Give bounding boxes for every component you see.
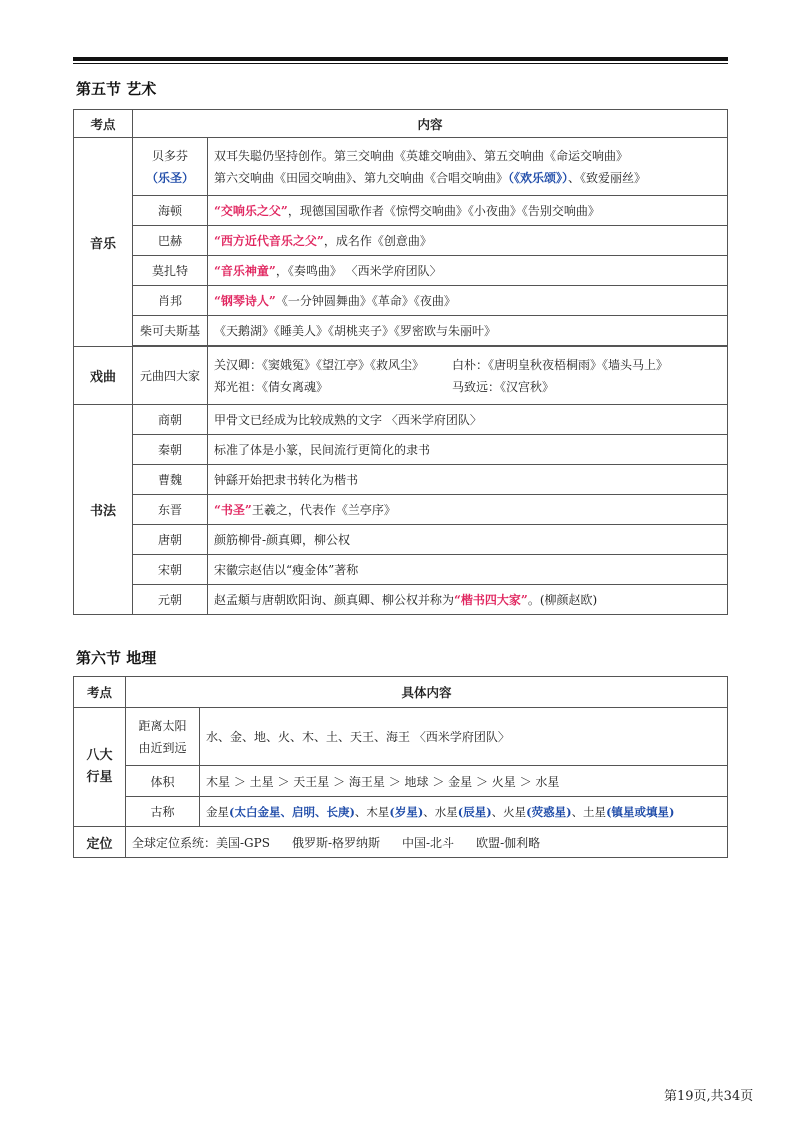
category-calligraphy: 书法 <box>74 405 133 615</box>
row-shang-name: 商朝 <box>133 405 208 435</box>
row-haydn-name: 海顿 <box>133 196 208 226</box>
row-distance-name: 距离太阳 由近到远 <box>126 708 200 766</box>
row-tchaikovsky-name: 柴可夫斯基 <box>133 316 208 346</box>
row-yuan-name: 元朝 <box>133 585 208 615</box>
row-song-name: 宋朝 <box>133 555 208 585</box>
row-oldname-name: 古称 <box>126 797 200 827</box>
row-chopin-content: “钢琴诗人”《一分钟圆舞曲》《革命》《夜曲》 <box>208 286 728 316</box>
row-yuan-content: 赵孟頫与唐朝欧阳询、颜真卿、柳公权并称为“楷书四大家”。(柳颜赵欧) <box>208 585 728 615</box>
row-mozart-content: “音乐神童”，《奏鸣曲》 〈西米学府团队〉 <box>208 256 728 286</box>
row-distance-content: 水、金、地、火、木、土、天王、海王 〈西米学府团队〉 <box>200 708 728 766</box>
header-content: 内容 <box>133 110 728 138</box>
row-shang-content: 甲骨文已经成为比较成熟的文字 〈西米学府团队〉 <box>208 405 728 435</box>
page-number: 第19页,共34页 <box>664 1089 754 1104</box>
geo-table <box>73 676 728 858</box>
art-table <box>73 109 728 615</box>
geo-header-point: 考点 <box>74 677 126 708</box>
row-yuanqu-name: 元曲四大家 <box>133 347 208 405</box>
header-rule-thin <box>73 63 728 64</box>
row-caowei-name: 曹魏 <box>133 465 208 495</box>
row-beethoven-name: 贝多芬 （乐圣） <box>133 138 208 196</box>
category-music: 音乐 <box>74 138 133 347</box>
category-drama: 戏曲 <box>74 347 133 405</box>
row-tang-content: 颜筋柳骨-颜真卿，柳公权 <box>208 525 728 555</box>
row-bach-content: “西方近代音乐之父”，成名作《创意曲》 <box>208 226 728 256</box>
header-rule-thick <box>73 57 728 61</box>
category-planets: 八大 行星 <box>74 708 126 827</box>
row-qin-content: 标准了体是小篆，民间流行更简化的隶书 <box>208 435 728 465</box>
row-tang-name: 唐朝 <box>133 525 208 555</box>
category-positioning: 定位 <box>74 827 126 858</box>
row-dongjin-name: 东晋 <box>133 495 208 525</box>
row-song-content: 宋徽宗赵佶以“瘦金体”著称 <box>208 555 728 585</box>
row-beethoven-content: 双耳失聪仍坚持创作。第三交响曲《英雄交响曲》、第五交响曲《命运交响曲》 第六交响曲《田园交响曲》、第九交响曲《合唱交响曲》（《欢乐颂》）、《致爱丽丝》 <box>208 138 728 196</box>
row-yuanqu-content: 关汉卿：《窦娥冤》《望江亭》《救风尘》 白朴：《唐明皇秋夜梧桐雨》《墙头马上》 郑光祖：《倩女离魂》 马致远：《汉宫秋》 <box>208 347 728 405</box>
row-tchaikovsky-content: 《天鹅湖》《睡美人》《胡桃夹子》《罗密欧与朱丽叶》 <box>208 316 728 346</box>
row-chopin-name: 肖邦 <box>133 286 208 316</box>
row-mozart-name: 莫扎特 <box>133 256 208 286</box>
row-positioning-content: 全球定位系统：美国-GPS 俄罗斯-格罗纳斯 中国-北斗 欧盟-伽利略 <box>126 827 728 858</box>
header-point: 考点 <box>74 110 133 138</box>
section-title-art: 第五节 艺术 <box>76 80 157 98</box>
row-dongjin-content: “书圣”王羲之，代表作《兰亭序》 <box>208 495 728 525</box>
row-haydn-content: “交响乐之父”，现德国国歌作者《惊愕交响曲》《小夜曲》《告别交响曲》 <box>208 196 728 226</box>
row-qin-name: 秦朝 <box>133 435 208 465</box>
section-title-geo: 第六节 地理 <box>76 649 157 667</box>
geo-header-content: 具体内容 <box>126 677 728 708</box>
row-volume-name: 体积 <box>126 766 200 797</box>
row-volume-content: 木星 ＞ 土星 ＞ 天王星 ＞ 海王星 ＞ 地球 ＞ 金星 ＞ 火星 ＞ 水星 <box>200 766 728 797</box>
row-bach-name: 巴赫 <box>133 226 208 256</box>
row-caowei-content: 钟繇开始把隶书转化为楷书 <box>208 465 728 495</box>
row-oldname-content: 金星(太白金星、启明、长庚)、木星(岁星)、水星(辰星)、火星(荧惑星)、土星(镇星或填星) <box>200 797 728 827</box>
